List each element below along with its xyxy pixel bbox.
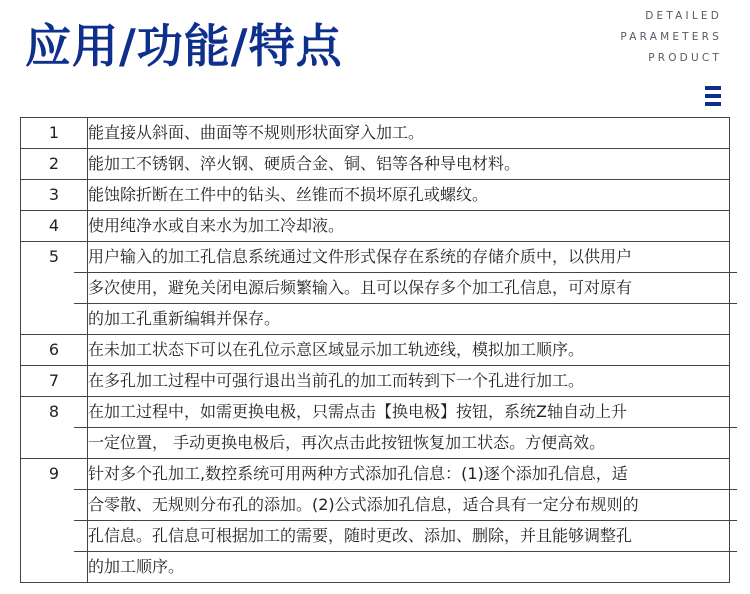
feature-row [21,335,730,366]
feature-text-line: 的加工孔重新编辑并保存。 [74,303,737,334]
page-title: 应用/功能/特点 [25,19,343,73]
hamburger-menu-icon[interactable] [705,86,721,106]
feature-number: 9 [21,459,88,583]
feature-number: 2 [21,149,88,180]
feature-description [88,397,730,459]
features-table [20,117,730,583]
feature-text-line: 能加工不锈钢、淬火钢、硬质合金、铜、铝等各种导电材料。 [88,154,521,173]
feature-text-line: 在多孔加工过程中可强行退出当前孔的加工而转到下一个孔进行加工。 [88,371,585,390]
tagline-line: PARAMETERS [620,31,722,43]
feature-text-line: 的加工顺序。 [74,551,737,582]
feature-description [88,118,730,149]
feature-text-line: 能直接从斜面、曲面等不规则形状面穿入加工。 [88,123,425,142]
header-tagline [620,6,722,69]
feature-number: 6 [21,335,88,366]
feature-description [88,242,730,335]
feature-text-line: 孔信息。孔信息可根据加工的需要，随时更改、添加、删除，并且能够调整孔 [74,520,737,551]
feature-text-line: 用户输入的加工孔信息系统通过文件形式保存在系统的存储介质中，以供用户 [88,247,633,266]
feature-number: 5 [21,242,88,335]
feature-description [88,366,730,397]
tagline-line: DETAILED [645,10,722,22]
feature-row [21,149,730,180]
feature-number: 3 [21,180,88,211]
feature-row [21,366,730,397]
feature-description [88,335,730,366]
feature-text-line: 使用纯净水或自来水为加工冷却液。 [88,216,345,235]
feature-row [21,180,730,211]
feature-row [21,118,730,149]
feature-row [21,459,730,583]
feature-text-line: 在加工过程中，如需更换电极，只需点击【换电极】按钮，系统Z轴自动上升 [88,402,627,421]
feature-number: 7 [21,366,88,397]
feature-number: 8 [21,397,88,459]
feature-number: 4 [21,211,88,242]
feature-text-line: 多次使用，避免关闭电源后频繁输入。且可以保存多个加工孔信息，可对原有 [74,272,737,303]
feature-description [88,459,730,583]
feature-row [21,397,730,459]
feature-description [88,149,730,180]
feature-text-line: 能蚀除折断在工件中的钻头、丝锥而不损坏原孔或螺纹。 [88,185,489,204]
feature-text-line: 一定位置， 手动更换电极后，再次点击此按钮恢复加工状态。方便高效。 [74,427,737,458]
feature-number: 1 [21,118,88,149]
feature-row [21,242,730,335]
feature-text-line: 针对多个孔加工,数控系统可用两种方式添加孔信息：(1)逐个添加孔信息，适 [88,464,628,483]
feature-text-line: 合零散、无规则分布孔的添加。(2)公式添加孔信息，适合具有一定分布规则的 [74,489,737,520]
feature-text-line: 在未加工状态下可以在孔位示意区域显示加工轨迹线，模拟加工顺序。 [88,340,585,359]
tagline-line: PRODUCT [648,52,722,64]
feature-description [88,180,730,211]
feature-row [21,211,730,242]
feature-description [88,211,730,242]
